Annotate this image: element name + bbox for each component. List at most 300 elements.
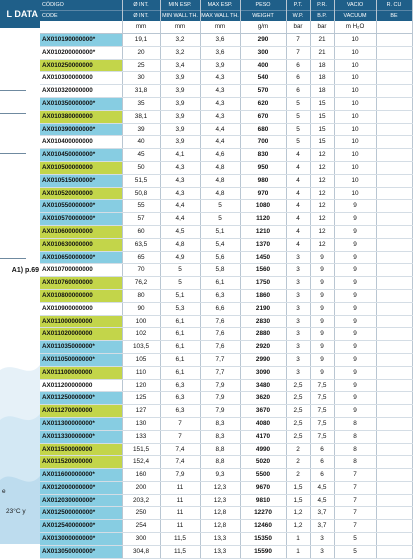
min-wall-cell: 4,9	[160, 251, 200, 264]
col-inner-diameter-unit: mm	[122, 21, 160, 34]
burst-pressure-cell: 9	[310, 341, 334, 354]
max-wall-cell: 3,9	[200, 59, 240, 72]
table-row	[40, 507, 412, 520]
bend-radius-cell	[376, 46, 412, 59]
vacuum-cell: 10	[334, 97, 376, 110]
vacuum-cell: 10	[334, 161, 376, 174]
weight-cell: 2830	[240, 315, 286, 328]
weight-cell: 15590	[240, 545, 286, 558]
burst-pressure-cell: 15	[310, 110, 334, 123]
bend-radius-cell	[376, 520, 412, 533]
min-wall-cell: 6,1	[160, 353, 200, 366]
code-cell: AX010515000000*	[40, 174, 122, 187]
min-wall-cell: 5,1	[160, 289, 200, 302]
weight-cell: 4080	[240, 417, 286, 430]
divider-line	[0, 90, 26, 91]
bend-radius-cell	[376, 97, 412, 110]
vacuum-cell: 9	[334, 200, 376, 213]
vacuum-cell: 9	[334, 341, 376, 354]
inner-diameter-cell: 40	[122, 136, 160, 149]
min-wall-cell: 5	[160, 277, 200, 290]
max-wall-cell: 4,3	[200, 110, 240, 123]
bend-radius-cell	[376, 277, 412, 290]
max-wall-cell: 13,3	[200, 545, 240, 558]
working-pressure-cell: 1,2	[286, 507, 310, 520]
code-cell: AX010630000000	[40, 238, 122, 251]
col-code-subheader: CODE	[40, 11, 122, 22]
weight-cell: 300	[240, 46, 286, 59]
weight-cell: 2880	[240, 328, 286, 341]
max-wall-cell: 4,3	[200, 72, 240, 85]
min-wall-cell: 11,5	[160, 545, 200, 558]
vacuum-cell: 9	[334, 392, 376, 405]
table-row	[40, 149, 412, 162]
weight-cell: 4990	[240, 443, 286, 456]
max-wall-cell: 4,3	[200, 97, 240, 110]
inner-diameter-cell: 103,5	[122, 341, 160, 354]
code-cell: AX011020000000	[40, 328, 122, 341]
weight-cell: 12270	[240, 507, 286, 520]
burst-pressure-cell: 6	[310, 443, 334, 456]
max-wall-cell: 8,3	[200, 430, 240, 443]
vacuum-cell: 9	[334, 277, 376, 290]
table-row	[40, 392, 412, 405]
col-inner-diameter-header: Ø INT.	[122, 0, 160, 11]
code-cell: AX010200000000*	[40, 46, 122, 59]
max-wall-cell: 4,8	[200, 187, 240, 200]
weight-cell: 2990	[240, 353, 286, 366]
reference-text: A1) p.69	[11, 267, 39, 274]
code-cell: AX010650000000*	[40, 251, 122, 264]
inner-diameter-cell: 63,5	[122, 238, 160, 251]
working-pressure-cell: 2,5	[286, 430, 310, 443]
working-pressure-cell: 1,5	[286, 481, 310, 494]
table-row	[40, 430, 412, 443]
col-max-wall-subheader: MAX WALL TH.	[200, 11, 240, 22]
weight-cell: 4170	[240, 430, 286, 443]
inner-diameter-cell: 60	[122, 225, 160, 238]
code-cell: AX011500000000	[40, 443, 122, 456]
code-cell: AX010520000000	[40, 187, 122, 200]
table-row	[40, 379, 412, 392]
max-wall-cell: 7,7	[200, 353, 240, 366]
burst-pressure-cell: 9	[310, 315, 334, 328]
table-row	[40, 213, 412, 226]
code-cell: AX010400000000	[40, 136, 122, 149]
inner-diameter-cell: 127	[122, 405, 160, 418]
burst-pressure-cell: 12	[310, 200, 334, 213]
weight-cell: 980	[240, 174, 286, 187]
inner-diameter-cell: 57	[122, 213, 160, 226]
vacuum-cell: 10	[334, 149, 376, 162]
code-cell: AX010900000000	[40, 302, 122, 315]
burst-pressure-cell: 9	[310, 328, 334, 341]
divider-line	[0, 258, 26, 259]
max-wall-cell: 5,1	[200, 225, 240, 238]
max-wall-cell: 8,8	[200, 456, 240, 469]
col-min-wall-unit: mm	[160, 21, 200, 34]
min-wall-cell: 6,1	[160, 315, 200, 328]
col-vacuum-unit: m H₂O	[334, 21, 376, 34]
vacuum-cell: 10	[334, 136, 376, 149]
max-wall-cell: 6,1	[200, 277, 240, 290]
vacuum-cell: 7	[334, 507, 376, 520]
code-cell: AX010250000000	[40, 59, 122, 72]
working-pressure-cell: 6	[286, 85, 310, 98]
working-pressure-cell: 6	[286, 59, 310, 72]
burst-pressure-cell: 18	[310, 59, 334, 72]
inner-diameter-cell: 130	[122, 417, 160, 430]
bend-radius-cell	[376, 213, 412, 226]
units-row	[40, 21, 412, 34]
inner-diameter-cell: 50,8	[122, 187, 160, 200]
weight-cell: 3480	[240, 379, 286, 392]
min-wall-cell: 5,3	[160, 302, 200, 315]
code-cell: AX010320000000	[40, 85, 122, 98]
burst-pressure-cell: 9	[310, 353, 334, 366]
burst-pressure-cell: 21	[310, 46, 334, 59]
inner-diameter-cell: 102	[122, 328, 160, 341]
inner-diameter-cell: 51,5	[122, 174, 160, 187]
table-row	[40, 469, 412, 482]
vacuum-cell: 9	[334, 379, 376, 392]
vacuum-cell: 7	[334, 520, 376, 533]
header-row-english	[40, 11, 412, 22]
bend-radius-cell	[376, 123, 412, 136]
col-min-wall-header: MIN ESP.	[160, 0, 200, 11]
vacuum-cell: 8	[334, 443, 376, 456]
working-pressure-cell: 3	[286, 315, 310, 328]
col-bend-radius-subheader: BE	[376, 11, 412, 22]
weight-cell: 540	[240, 72, 286, 85]
left-info-column	[0, 0, 40, 544]
max-wall-cell: 13,3	[200, 533, 240, 546]
col-burst-pressure-unit: bar	[310, 21, 334, 34]
bend-radius-cell	[376, 302, 412, 315]
vacuum-cell: 9	[334, 238, 376, 251]
bend-radius-cell	[376, 443, 412, 456]
inner-diameter-cell: 254	[122, 520, 160, 533]
weight-cell: 9810	[240, 494, 286, 507]
working-pressure-cell: 3	[286, 366, 310, 379]
working-pressure-cell: 4	[286, 161, 310, 174]
burst-pressure-cell: 3	[310, 545, 334, 558]
left-heading-text: L DATA	[6, 9, 38, 19]
table-row	[40, 72, 412, 85]
code-cell: AX010800000000	[40, 289, 122, 302]
code-cell: AX010600000000	[40, 225, 122, 238]
code-cell: AX011600000000*	[40, 469, 122, 482]
code-cell: AX010300000000	[40, 72, 122, 85]
working-pressure-cell: 4	[286, 200, 310, 213]
burst-pressure-cell: 6	[310, 456, 334, 469]
burst-pressure-cell: 9	[310, 264, 334, 277]
working-pressure-cell: 3	[286, 251, 310, 264]
min-wall-cell: 7,9	[160, 469, 200, 482]
bend-radius-cell	[376, 366, 412, 379]
working-pressure-cell: 7	[286, 46, 310, 59]
code-cell: AX010760000000	[40, 277, 122, 290]
col-weight-subheader: WEIGHT	[240, 11, 286, 22]
max-wall-cell: 4,8	[200, 174, 240, 187]
vacuum-cell: 10	[334, 34, 376, 47]
working-pressure-cell: 3	[286, 341, 310, 354]
weight-cell: 1860	[240, 289, 286, 302]
bend-radius-cell	[376, 315, 412, 328]
vacuum-cell: 10	[334, 85, 376, 98]
inner-diameter-cell: 110	[122, 366, 160, 379]
table-row	[40, 85, 412, 98]
bend-radius-cell	[376, 149, 412, 162]
code-cell: AX010350000000*	[40, 97, 122, 110]
weight-cell: 290	[240, 34, 286, 47]
code-cell: AX011300000000*	[40, 417, 122, 430]
working-pressure-cell: 2	[286, 456, 310, 469]
min-wall-cell: 3,2	[160, 34, 200, 47]
burst-pressure-cell: 7,5	[310, 430, 334, 443]
vacuum-cell: 9	[334, 251, 376, 264]
col-code-unit	[40, 21, 122, 34]
bend-radius-cell	[376, 430, 412, 443]
bend-radius-cell	[376, 161, 412, 174]
working-pressure-cell: 3	[286, 353, 310, 366]
vacuum-cell: 10	[334, 174, 376, 187]
note-text: 23°C y	[6, 508, 26, 515]
weight-cell: 970	[240, 187, 286, 200]
code-cell: AX011250000000*	[40, 392, 122, 405]
burst-pressure-cell: 12	[310, 225, 334, 238]
working-pressure-cell: 4	[286, 187, 310, 200]
min-wall-cell: 3,9	[160, 110, 200, 123]
col-working-pressure-subheader: W.P.	[286, 11, 310, 22]
max-wall-cell: 5,4	[200, 238, 240, 251]
table-row	[40, 161, 412, 174]
divider-line	[0, 153, 26, 154]
col-vacuum-header: VACIO	[334, 0, 376, 11]
table-row	[40, 97, 412, 110]
table-row	[40, 315, 412, 328]
min-wall-cell: 6,1	[160, 366, 200, 379]
burst-pressure-cell: 3,7	[310, 507, 334, 520]
weight-cell: 1080	[240, 200, 286, 213]
code-cell: AX011200000000	[40, 379, 122, 392]
bend-radius-cell	[376, 34, 412, 47]
product-spec-table	[40, 0, 413, 559]
inner-diameter-cell: 55	[122, 200, 160, 213]
code-cell: AX011050000000*	[40, 353, 122, 366]
weight-cell: 1370	[240, 238, 286, 251]
table-row	[40, 443, 412, 456]
table-row	[40, 187, 412, 200]
working-pressure-cell: 4	[286, 174, 310, 187]
code-cell: AX013000000000*	[40, 533, 122, 546]
table-row	[40, 34, 412, 47]
inner-diameter-cell: 90	[122, 302, 160, 315]
weight-cell: 12460	[240, 520, 286, 533]
inner-diameter-cell: 105	[122, 353, 160, 366]
burst-pressure-cell: 9	[310, 366, 334, 379]
min-wall-cell: 6,3	[160, 392, 200, 405]
max-wall-cell: 3,6	[200, 46, 240, 59]
burst-pressure-cell: 21	[310, 34, 334, 47]
bend-radius-cell	[376, 264, 412, 277]
weight-cell: 400	[240, 59, 286, 72]
inner-diameter-cell: 100	[122, 315, 160, 328]
vacuum-cell: 7	[334, 481, 376, 494]
weight-cell: 670	[240, 110, 286, 123]
bend-radius-cell	[376, 200, 412, 213]
burst-pressure-cell: 15	[310, 97, 334, 110]
bend-radius-cell	[376, 289, 412, 302]
vacuum-cell: 7	[334, 469, 376, 482]
vacuum-cell: 8	[334, 417, 376, 430]
col-burst-pressure-header: P.R.	[310, 0, 334, 11]
min-wall-cell: 6,3	[160, 379, 200, 392]
bend-radius-cell	[376, 392, 412, 405]
code-cell: AX010570000000*	[40, 213, 122, 226]
max-wall-cell: 5,8	[200, 264, 240, 277]
code-cell: AX012000000000*	[40, 481, 122, 494]
col-working-pressure-unit: bar	[286, 21, 310, 34]
code-cell: AX012540000000*	[40, 520, 122, 533]
col-max-wall-header: MAX ESP.	[200, 0, 240, 11]
min-wall-cell: 4,4	[160, 213, 200, 226]
table-row	[40, 341, 412, 354]
bend-radius-cell	[376, 494, 412, 507]
working-pressure-cell: 2,5	[286, 417, 310, 430]
bend-radius-cell	[376, 328, 412, 341]
max-wall-cell: 12,3	[200, 481, 240, 494]
min-wall-cell: 3,9	[160, 85, 200, 98]
bend-radius-cell	[376, 174, 412, 187]
working-pressure-cell: 3	[286, 328, 310, 341]
vacuum-cell: 9	[334, 213, 376, 226]
inner-diameter-cell: 20	[122, 46, 160, 59]
vacuum-cell: 9	[334, 366, 376, 379]
table-row	[40, 238, 412, 251]
vacuum-cell: 9	[334, 405, 376, 418]
table-row	[40, 533, 412, 546]
working-pressure-cell: 3	[286, 277, 310, 290]
min-wall-cell: 7	[160, 430, 200, 443]
working-pressure-cell: 5	[286, 110, 310, 123]
burst-pressure-cell: 7,5	[310, 379, 334, 392]
weight-cell: 9670	[240, 481, 286, 494]
max-wall-cell: 7,9	[200, 379, 240, 392]
bend-radius-cell	[376, 545, 412, 558]
table-row	[40, 123, 412, 136]
vacuum-cell: 7	[334, 494, 376, 507]
vacuum-cell: 10	[334, 46, 376, 59]
max-wall-cell: 12,3	[200, 494, 240, 507]
working-pressure-cell: 1,2	[286, 520, 310, 533]
min-wall-cell: 4,5	[160, 225, 200, 238]
col-working-pressure-header: P.T.	[286, 0, 310, 11]
bend-radius-cell	[376, 238, 412, 251]
bend-radius-cell	[376, 225, 412, 238]
weight-cell: 1560	[240, 264, 286, 277]
code-cell: AX011100000000	[40, 366, 122, 379]
code-cell: AX010700000000	[40, 264, 122, 277]
table-row	[40, 328, 412, 341]
burst-pressure-cell: 15	[310, 136, 334, 149]
max-wall-cell: 8,8	[200, 443, 240, 456]
table-row	[40, 417, 412, 430]
code-cell: AX011000000000	[40, 315, 122, 328]
working-pressure-cell: 2,5	[286, 379, 310, 392]
bend-radius-cell	[376, 417, 412, 430]
max-wall-cell: 6,6	[200, 302, 240, 315]
working-pressure-cell: 3	[286, 264, 310, 277]
inner-diameter-cell: 45	[122, 149, 160, 162]
bend-radius-cell	[376, 379, 412, 392]
working-pressure-cell: 5	[286, 123, 310, 136]
inner-diameter-cell: 304,8	[122, 545, 160, 558]
inner-diameter-cell: 80	[122, 289, 160, 302]
weight-cell: 950	[240, 161, 286, 174]
burst-pressure-cell: 12	[310, 213, 334, 226]
col-burst-pressure-subheader: B.P.	[310, 11, 334, 22]
max-wall-cell: 4,4	[200, 136, 240, 149]
weight-cell: 1450	[240, 251, 286, 264]
max-wall-cell: 4,4	[200, 123, 240, 136]
min-wall-cell: 5	[160, 264, 200, 277]
min-wall-cell: 4,3	[160, 161, 200, 174]
burst-pressure-cell: 6	[310, 469, 334, 482]
vacuum-cell: 9	[334, 264, 376, 277]
table-row	[40, 289, 412, 302]
min-wall-cell: 4,4	[160, 200, 200, 213]
working-pressure-cell: 2	[286, 443, 310, 456]
table-row	[40, 353, 412, 366]
vacuum-cell: 5	[334, 533, 376, 546]
col-inner-diameter-subheader: Ø INT.	[122, 11, 160, 22]
working-pressure-cell: 5	[286, 136, 310, 149]
code-cell: AX010550000000*	[40, 200, 122, 213]
table-row	[40, 264, 412, 277]
max-wall-cell: 6,3	[200, 289, 240, 302]
vacuum-cell: 10	[334, 110, 376, 123]
bend-radius-cell	[376, 341, 412, 354]
weight-cell: 3090	[240, 366, 286, 379]
code-cell: AX011035000000*	[40, 341, 122, 354]
inner-diameter-cell: 31,8	[122, 85, 160, 98]
table-row	[40, 251, 412, 264]
burst-pressure-cell: 15	[310, 123, 334, 136]
weight-cell: 1210	[240, 225, 286, 238]
table-row	[40, 225, 412, 238]
max-wall-cell: 12,8	[200, 507, 240, 520]
burst-pressure-cell: 7,5	[310, 417, 334, 430]
table-row	[40, 46, 412, 59]
code-cell: AX011270000000	[40, 405, 122, 418]
min-wall-cell: 4,3	[160, 174, 200, 187]
inner-diameter-cell: 120	[122, 379, 160, 392]
inner-diameter-cell: 151,5	[122, 443, 160, 456]
code-cell: AX013050000000*	[40, 545, 122, 558]
table-row	[40, 59, 412, 72]
bend-radius-cell	[376, 405, 412, 418]
table-row	[40, 110, 412, 123]
working-pressure-cell: 4	[286, 238, 310, 251]
left-heading	[0, 0, 40, 28]
burst-pressure-cell: 4,5	[310, 481, 334, 494]
col-bend-radius-header: R. CU	[376, 0, 412, 11]
inner-diameter-cell: 35	[122, 97, 160, 110]
working-pressure-cell: 6	[286, 72, 310, 85]
col-max-wall-unit: mm	[200, 21, 240, 34]
min-wall-cell: 4,3	[160, 187, 200, 200]
